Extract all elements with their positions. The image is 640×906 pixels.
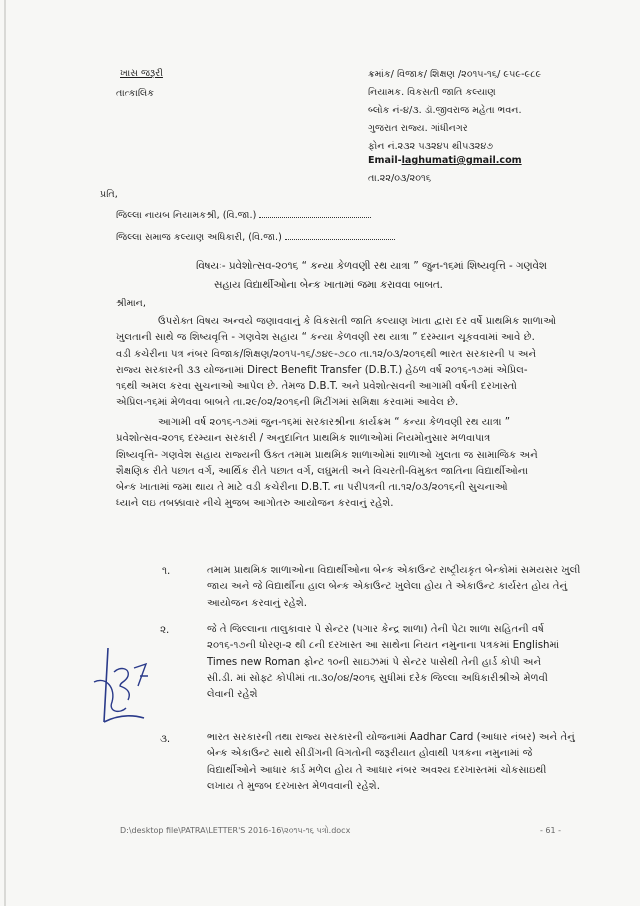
para2-line: આગામી વર્ષ ૨૦૧૬-૧૭માં જુન-૧૬માં સરકારશ્રીના કાર્યક્રમ “ કન્યા કેળવણી રથ યાત્રા ” (158, 417, 511, 428)
item-3-line: વિદ્યાર્થીઓને આધાર કાર્ડ મળેલ હોય તે આધાર નંબર અવશ્ય દરખાસ્તમાં ચોકસાઇથી (207, 764, 547, 776)
signature-icon (86, 642, 156, 734)
email-address[interactable]: laghumati@gmail.com (401, 155, 522, 166)
item-3 (207, 730, 575, 795)
item-2-line: સી.ડી. માં સોફ્ટ કોપીમાં તા.૩૦/૦૪/૨૦૧૬ સુધીમાં દરેક જિલ્લા અધિકારીશ્રીએ મેળવી (207, 672, 548, 684)
office-name: નિયામક. વિકસતી જાતિ કલ્યાણ (368, 87, 496, 98)
office-city: ગુજરાત રાજ્ય. ગાંધીનગર (368, 123, 468, 134)
footer-page-number: - 61 - (540, 826, 562, 835)
item-1-line: તમામ પ્રાથમિક શાળાઓના વિદ્યાર્થીઓના બેન્ક એકાઉન્ટ રાષ્ટ્રીયકૃત બેન્કોમાં સમયસર ખુલી (207, 565, 581, 576)
footer-file-path: D:\desktop file\PATRA\LETTER'S 2016-16\૨૦૧૫-૧૬ પત્રો.docx (120, 826, 351, 835)
signature-stroke (114, 669, 129, 700)
item-2-line: Times new Roman ફોન્ટ ૧૦ની સાઇઝમાં પે સેન્ટર પાસેથી તેની હાર્ડ કોપી અને (207, 656, 542, 668)
para2-line: ધ્યાને લઇ તબક્કાવાર નીચે મુજબ આગોતરુ આયોજન કરવાનું રહેશે. (116, 498, 394, 510)
item-2-line: ૨૦૧૬-૧૭ની ધોરણ-૨ થી ૮ની દરખાસ્ત આ સાથેના નિયત નમુનાના પત્રકમાં Englishમાં (207, 640, 560, 652)
item-3-line: લખાય તે મુજબ દરખાસ્ત મેળવવાની રહેશે. (207, 780, 380, 792)
para2-line: શિષ્યવૃત્તિ- ગણવેશ સહાય રાજ્યની ઉક્ત તમામ પ્રાથમિક શાળાઓમાં શાળાઓ ખુલતા જ સામાજિક અને (116, 449, 538, 461)
letter-date: તા.૨૨/૦૩/૨૦૧૬ (368, 173, 432, 184)
dotted-line (285, 231, 395, 240)
office-phone: ફોન નં.૨૩૨ ૫૩૨૪૫ થી૫૩૨૪૭ (368, 141, 494, 152)
para1-line: ઉપરોક્ત વિષય અન્વયે જણાવવાનું કે વિકસતી જાતિ કલ્યાણ ખાતા દ્વારા દર વર્ષે પ્રાથમિક શાળાઓ (158, 316, 557, 327)
item-2-number: ૨. (160, 624, 170, 636)
email-label: Email- (368, 155, 402, 166)
para1-line: ખુલતાની સાથે જ શિષ્યવૃત્તિ - ગણવેશ સહાય “ કન્યા કેળવણી રથ યાત્રા ” દરમ્યાન ચૂકવવામાં આવે છે. (116, 332, 535, 344)
para1-line: રાજ્ય સરકારની ૩૩ યોજનામાં Direct Benefit Transfer (D.B.T.) હેઠળ વર્ષ ૨૦૧૬-૧૭માં એપ્રિલ- (116, 364, 528, 376)
email-line (368, 155, 522, 166)
item-3-number: ૩. (160, 733, 171, 745)
item-1 (207, 563, 580, 612)
para2-line: શૈક્ષણિક રીતે પછાત વર્ગ, આર્થિક રીતે પછાત વર્ગ, લઘુમતી અને વિચરતી-વિમુક્ત જાતિના વિદ્યાર્થીઓના (116, 465, 528, 477)
para1-line: એપ્રિલ-૧૬માં મેળવવા બાબતે તા.૨૯/૦૨/૨૦૧૬ની મિટીંગમાં સમિક્ષા કરવામાં આવેલ છે. (116, 397, 459, 409)
para1-line: ૧૬થી અમલ કરવા સુચનાઓ આપેલ છે. તેમજ D.B.T. અને પ્રવેશોત્સવની આગામી વર્ષની દરખાસ્તો (116, 381, 517, 393)
item-3-line: બેન્ક એકાઉન્ટ સાથે સીડીંગની વિગતોની જરૂરીયાત હોવાથી પત્રકના નમુનામાં જે (207, 748, 533, 760)
item-2-line: લેવાની રહેશે (207, 689, 258, 701)
salutation: શ્રીમાન, (116, 298, 146, 309)
subject-line-1: વિષયઃ- પ્રવેશોત્સવ-૨૦૧૬ “ કન્યા કેળવણી રથ યાત્રા ” જુન-૧૬માં શિષ્યવૃત્તિ - ગણવેશ (196, 260, 547, 272)
signature-stroke (134, 664, 148, 686)
office-block: બ્લોક નં-૪/૩. ડૉ.જીવરાજ મહેતા ભવન. (368, 105, 522, 116)
to-label: પ્રતિ, (100, 189, 118, 200)
immediate-label: તાત્કાલિક (116, 88, 155, 99)
signature-stroke (94, 680, 126, 711)
item-1-number: ૧. (162, 565, 171, 577)
paragraph-2 (116, 415, 538, 513)
urgent-label: ખાસ જરૂરી (120, 68, 163, 79)
item-1-line: જાય અને જે વિદ્યાર્થીના હાલ બેન્ક એકાઉન્ટ ખુલેલા હોય તે એકાઉન્ટ કાર્યરત હોય તેનું (207, 581, 568, 593)
recipient-1: જિલ્લા નાયબ નિયામકશ્રી, (વિ.જા.) (116, 209, 371, 221)
item-2 (207, 622, 559, 703)
subject-line-2: સહાય વિદ્યાર્થીઓના બેન્ક ખાતામાં જમા કરાવવા બાબત. (214, 279, 443, 291)
para2-line: બેન્ક ખાતામાં જમા થાય તે માટે વડી કચેરીના D.B.T. ના પરીપત્રની તા.૧૨/૦૩/૨૦૧૬ની સુચનાઓ (116, 482, 508, 494)
item-3-line: ભારત સરકારની તથા રાજ્ય સરકારની યોજનામાં Aadhar Card (આધાર નંબર) અને તેનું (207, 732, 575, 743)
paragraph-1 (116, 314, 556, 412)
dotted-line (259, 209, 371, 218)
scan-edge (4, 0, 6, 906)
item-1-line: આયોજન કરવાનું રહેશે. (207, 597, 308, 609)
reference-number: ક્રમાંક/ વિજાક/ શિક્ષણ /૨૦૧૫-૧૬/ ૯૫૯-૯૮૯ (368, 69, 542, 80)
item-2-line: જે તે જિલ્લાના તાલુકાવાર પે સેન્ટર (પગાર કેન્દ્ર શાળા) તેની પેટા શાળા સહિતની વર્ષ (207, 624, 544, 635)
para1-line: વડી કચેરીના પત્ર નંબર વિજાક/શિક્ષણ/૨૦૧૫-૧૬/૭૪૯-૭૮૦ તા.૧૨/૦૩/૨૦૧૬થી ભારત સરકારની ૫ અને (116, 348, 537, 360)
recipient-2: જિલ્લા સમાજ કલ્યાણ અધિકારી, (વિ.જા.) (116, 231, 395, 243)
para2-line: પ્રવેશોત્સવ-૨૦૧૬ દરમ્યાન સરકારી / અનુદાનિત પ્રાથમિક શાળાઓમાં નિયમોનુસાર મળવાપાત્ર (116, 433, 491, 445)
